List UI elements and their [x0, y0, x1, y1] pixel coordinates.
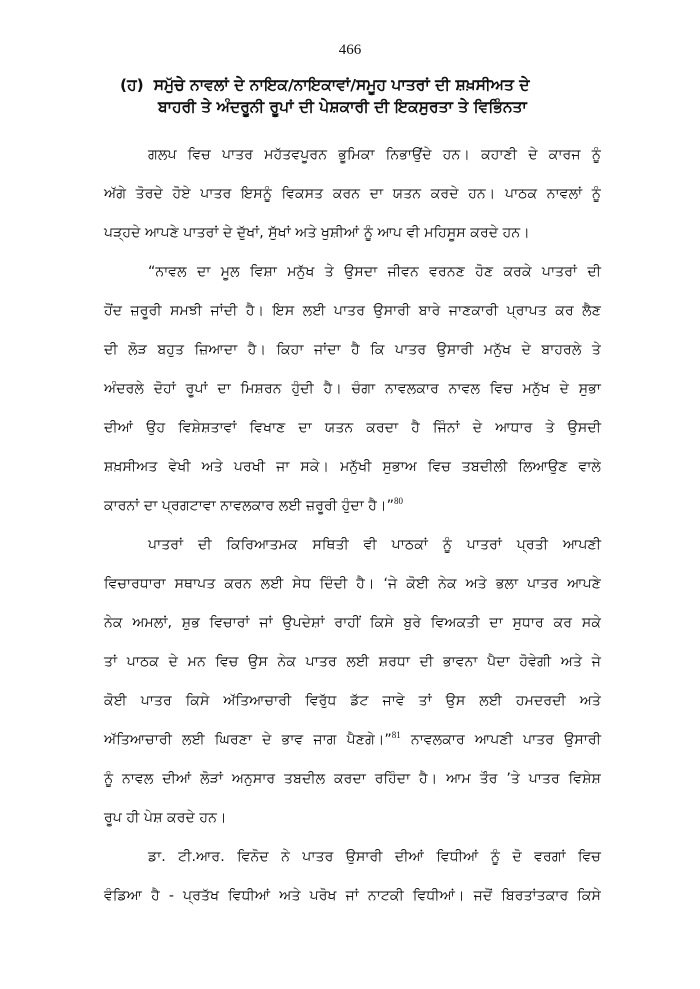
text-line: ਪਾਤਰਾਂ ਦੀ ਕਿਰਿਆਤਮਕ ਸਥਿਤੀ ਵੀ ਪਾਠਕਾਂ ਨੂੰ ਪਾਤਰਾਂ ਪ੍ਰਤੀ ਆਪਣੀ	[148, 537, 601, 553]
text-line: ਅੰਦਰਲੇ ਦੋਹਾਂ ਰੂਪਾਂ ਦਾ ਮਿਸ਼ਰਨ ਹੁੰਦੀ ਹੈ। ਚੰਗਾ ਨਾਵਲਕਾਰ ਨਾਵਲ ਵਿਚ ਮਨੁੱਖ ਦੇ ਸੁਭਾ	[104, 381, 601, 397]
body-text	[104, 136, 601, 916]
text-line: “ਨਾਵਲ ਦਾ ਮੂਲ ਵਿਸ਼ਾ ਮਨੁੱਖ ਤੇ ਉਸਦਾ ਜੀਵਨ ਵਰਨਣ ਹੋਣ ਕਰਕੇ ਪਾਤਰਾਂ ਦੀ	[148, 264, 601, 280]
text-line: ਵਿਚਾਰਧਾਰਾ ਸਥਾਪਤ ਕਰਨ ਲਈ ਸੇਧ ਦਿੰਦੀ ਹੈ। ‘ਜੇ ਕੋਈ ਨੇਕ ਅਤੇ ਭਲਾ ਪਾਤਰ ਆਪਣੇ	[104, 576, 601, 592]
text-line: ਡਾ. ਟੀ.ਆਰ. ਵਿਨੋਦ ਨੇ ਪਾਤਰ ਉਸਾਰੀ ਦੀਆਂ ਵਿਧੀਆਂ ਨੂੰ ਦੋ ਵਰਗਾਂ ਵਿਚ	[148, 849, 601, 865]
text-line: ਰੂਪ ਹੀ ਪੇਸ਼ ਕਰਦੇ ਹਨ।	[104, 810, 227, 826]
paragraph-3	[104, 526, 601, 838]
text-line: ਅੱਤਿਆਚਾਰੀ ਲਈ ਘਿਰਣਾ ਦੇ ਭਾਵ ਜਾਗ ਪੈਣਗੇ।”$^{81}$ ਨਾਵਲਕਾਰ ਆਪਣੀ ਪਾਤਰ ਉਸਾਰੀ	[104, 730, 602, 748]
paragraph-1	[104, 136, 601, 253]
footnote-ref[interactable]: 81	[391, 730, 401, 740]
paragraph-2-quote	[104, 253, 601, 526]
text-line: ਕਾਰਨਾਂ ਦਾ ਪ੍ਰਗਟਾਵਾ ਨਾਵਲਕਾਰ ਲਈ ਜ਼ਰੂਰੀ ਹੁੰਦਾ ਹੈ।”$^{80}$	[104, 496, 403, 514]
text-line: ਸ਼ਖ਼ਸੀਅਤ ਵੇਖੀ ਅਤੇ ਪਰਖੀ ਜਾ ਸਕੇ। ਮਨੁੱਖੀ ਸੁਭਾਅ ਵਿਚ ਤਬਦੀਲੀ ਲਿਆਉਣ ਵਾਲੇ	[104, 459, 601, 475]
heading-marker: (ਹ)	[120, 76, 144, 94]
text-line: ਗਲਪ ਵਿਚ ਪਾਤਰ ਮਹੱਤਵਪੂਰਨ ਭੂਮਿਕਾ ਨਿਭਾਉਂਦੇ ਹਨ। ਕਹਾਣੀ ਦੇ ਕਾਰਜ ਨੂੰ	[148, 147, 601, 163]
footnote-ref[interactable]: 80	[393, 496, 403, 506]
text-line: ਦੀ ਲੋੜ ਬਹੁਤ ਜ਼ਿਆਦਾ ਹੈ। ਕਿਹਾ ਜਾਂਦਾ ਹੈ ਕਿ ਪਾਤਰ ਉਸਾਰੀ ਮਨੁੱਖ ਦੇ ਬਾਹਰਲੇ ਤੇ	[104, 342, 601, 358]
text-line: ਅੱਗੇ ਤੋਰਦੇ ਹੋਏ ਪਾਤਰ ਇਸਨੂੰ ਵਿਕਸਤ ਕਰਨ ਦਾ ਯਤਨ ਕਰਦੇ ਹਨ। ਪਾਠਕ ਨਾਵਲਾਂ ਨੂੰ	[104, 186, 601, 202]
text-line: ਦੀਆਂ ਉਹ ਵਿਸ਼ੇਸ਼ਤਾਵਾਂ ਵਿਖਾਣ ਦਾ ਯਤਨ ਕਰਦਾ ਹੈ ਜਿੰਨਾਂ ਦੇ ਆਧਾਰ ਤੇ ਉਸਦੀ	[104, 420, 601, 436]
text-line: ਨੂੰ ਨਾਵਲ ਦੀਆਂ ਲੋੜਾਂ ਅਨੁਸਾਰ ਤਬਦੀਲ ਕਰਦਾ ਰਹਿੰਦਾ ਹੈ। ਆਮ ਤੌਰ ’ਤੇ ਪਾਤਰ ਵਿਸ਼ੇਸ਼	[104, 771, 601, 787]
heading-line-2: ਬਾਹਰੀ ਤੇ ਅੰਦਰੂਨੀ ਰੂਪਾਂ ਦੀ ਪੇਸ਼ਕਾਰੀ ਦੀ ਇਕਸੁਰਤਾ ਤੇ ਵਿਭਿੰਨਤਾ	[158, 98, 527, 116]
page-number: 466	[338, 42, 362, 58]
paragraph-4	[104, 838, 601, 916]
section-heading	[120, 74, 620, 118]
text-line: ਵੰਡਿਆ ਹੈ - ਪ੍ਰਤੱਖ ਵਿਧੀਆਂ ਅਤੇ ਪਰੋਖ ਜਾਂ ਨਾਟਕੀ ਵਿਧੀਆਂ। ਜਦੋਂ ਬਿਰਤਾਂਤਕਾਰ ਕਿਸੇ	[104, 888, 601, 904]
heading-line-1: (ਹ) ਸਮੁੱਚੇ ਨਾਵਲਾਂ ਦੇ ਨਾਇਕ/ਨਾਇਕਾਵਾਂ/ਸਮੂਹ ਪਾਤਰਾਂ ਦੀ ਸ਼ਖ਼ਸੀਅਤ ਦੇ	[120, 76, 530, 94]
text-line: ਤਾਂ ਪਾਠਕ ਦੇ ਮਨ ਵਿਚ ਉਸ ਨੇਕ ਪਾਤਰ ਲਈ ਸ਼ਰਧਾ ਦੀ ਭਾਵਨਾ ਪੈਦਾ ਹੋਵੇਗੀ ਅਤੇ ਜੇ	[104, 654, 601, 670]
text-line: ਹੋਂਦ ਜ਼ਰੂਰੀ ਸਮਝੀ ਜਾਂਦੀ ਹੈ। ਇਸ ਲਈ ਪਾਤਰ ਉਸਾਰੀ ਬਾਰੇ ਜਾਣਕਾਰੀ ਪ੍ਰਾਪਤ ਕਰ ਲੈਣ	[104, 303, 601, 319]
text-line: ਪੜ੍ਹਦੇ ਆਪਣੇ ਪਾਤਰਾਂ ਦੇ ਦੁੱਖਾਂ, ਸੁੱਖਾਂ ਅਤੇ ਖੁਸ਼ੀਆਂ ਨੂੰ ਆਪ ਵੀ ਮਹਿਸੂਸ ਕਰਦੇ ਹਨ।	[104, 225, 530, 241]
text-line: ਨੇਕ ਅਮਲਾਂ, ਸ਼ੁਭ ਵਿਚਾਰਾਂ ਜਾਂ ਉਪਦੇਸ਼ਾਂ ਰਾਹੀਂ ਕਿਸੇ ਬੁਰੇ ਵਿਅਕਤੀ ਦਾ ਸੁਧਾਰ ਕਰ ਸਕੇ	[104, 615, 601, 631]
text-line: ਕੋਈ ਪਾਤਰ ਕਿਸੇ ਅੱਤਿਆਚਾਰੀ ਵਿਰੁੱਧ ਡੱਟ ਜਾਵੇ ਤਾਂ ਉਸ ਲਈ ਹਮਦਰਦੀ ਅਤੇ	[104, 693, 601, 709]
